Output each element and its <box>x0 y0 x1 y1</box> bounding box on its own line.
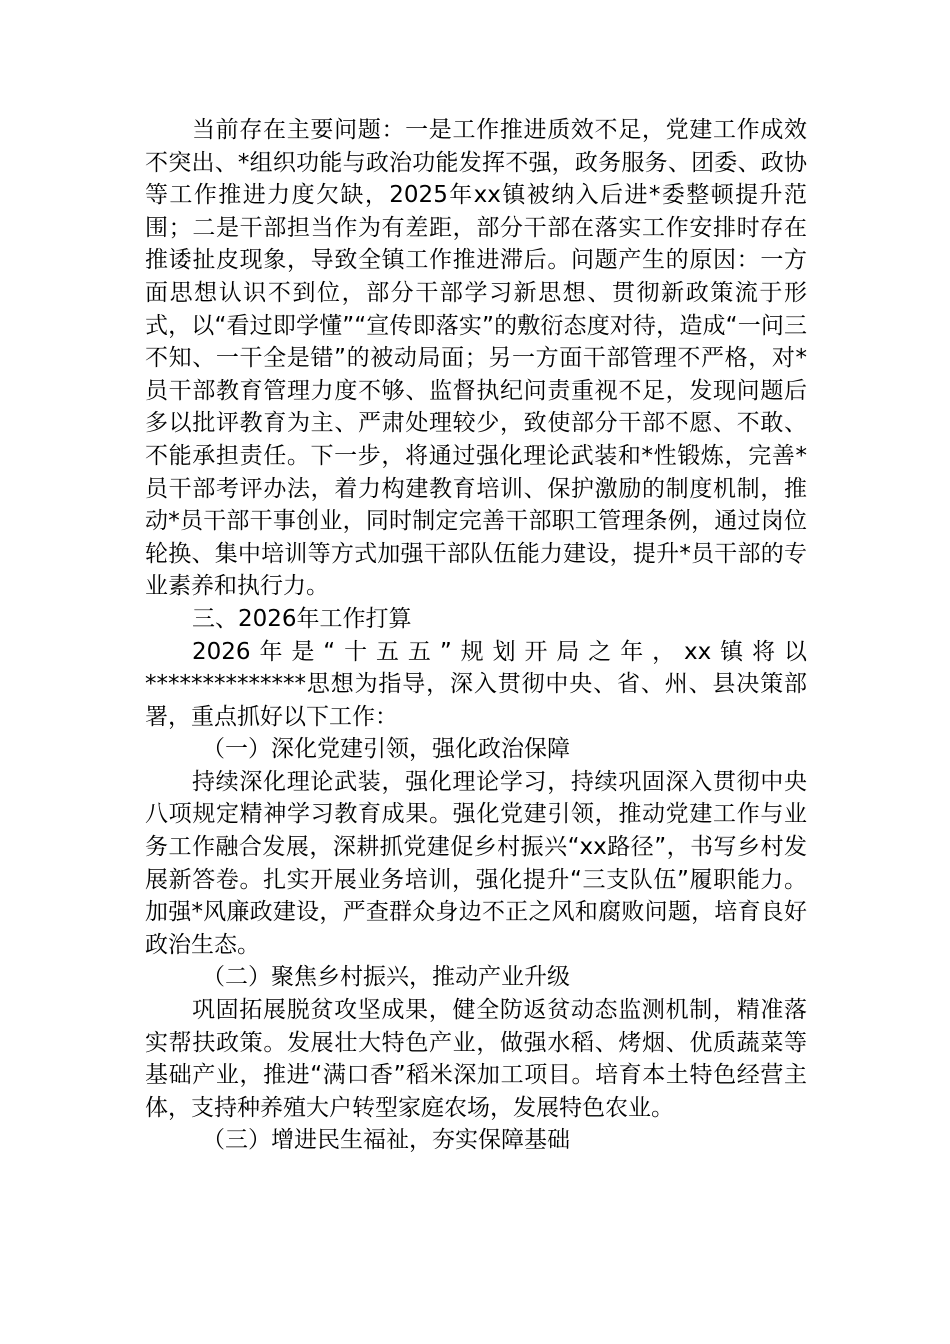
subheading-party-building: （一）深化党建引领，强化政治保障 <box>202 736 570 763</box>
rural-revitalization-paragraph: 巩固拓展脱贫攻坚成果，健全防返贫动态监测机制，精准落实帮扶政策。发展壮大特色产业，做强水稻、烤烟、优质蔬菜等基础产业，推进“满口香”稻米深加工项目。培育本土特色经营主体，支持种养殖大户转型家庭农场，发展特色农业。 <box>145 997 807 1121</box>
section-heading-2026-plan: 三、2026年工作打算 <box>192 605 412 632</box>
problems-paragraph: 当前存在主要问题：一是工作推进质效不足，党建工作成效不突出、*组织功能与政治功能发挥不强，政务服务、团委、政协等工作推进力度欠缺，2025年xx镇被纳入后进*委整顿提升范围；二是干部担当作为有差距，部分干部在落实工作安排时存在推诿扯皮现象，导致全镇工作推进滞后。问题产生的原因：一方面思想认识不到位，部分干部学习新思想、贯彻新政策流于形式，以“看过即学懂”“宣传即落实”的敷衍态度对待，造成“一问三不知、一干全是错”的被动局面；另一方面干部管理不严格，对*员干部教育管理力度不够、监督执纪问责重视不足，发现问题后多以批评教育为主、严肃处理较少，致使部分干部不愿、不敢、不能承担责任。下一步，将通过强化理论武装和*性锻炼，完善*员干部考评办法，着力构建教育培训、保护激励的制度机制，推动*员干部干事创业，同时制定完善干部职工管理条例，通过岗位轮换、集中培训等方式加强干部队伍能力建设，提升*员干部的专业素养和执行力。 <box>145 117 807 600</box>
party-building-paragraph: 持续深化理论武装，强化理论学习，持续巩固深入贯彻中央八项规定精神学习教育成果。强化党建引领，推动党建工作与业务工作融合发展，深耕抓党建促乡村振兴“xx路径”，书写乡村发展新答卷。扎实开展业务培训，强化提升“三支队伍”履职能力。加强*风廉政建设，严查群众身边不正之风和腐败问题，培育良好政治生态。 <box>145 768 807 958</box>
subheading-rural-revitalization: （二）聚焦乡村振兴，推动产业升级 <box>202 964 570 991</box>
document-body <box>145 114 807 1157</box>
subheading-livelihood: （三）增进民生福祉，夯实保障基础 <box>202 1127 570 1154</box>
plan-intro-paragraph: 2026年是“十五五”规划开局之年，xx镇将以**************思想为指导，深入贯彻中央、省、州、县决策部署，重点抓好以下工作： <box>145 638 807 730</box>
